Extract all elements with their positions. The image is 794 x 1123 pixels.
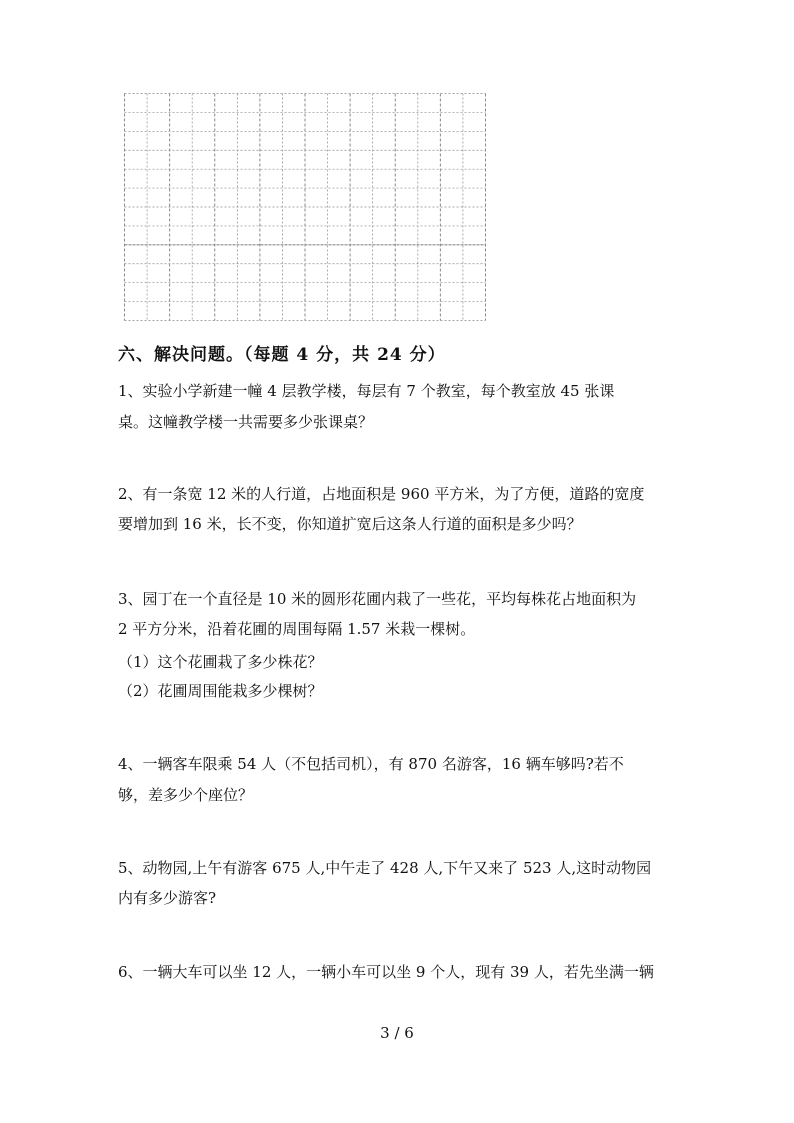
problem-2-line-1: 2、有一条宽 12 米的人行道，占地面积是 960 平方米，为了方便，道路的宽度 bbox=[118, 485, 645, 503]
page-number: 3 / 6 bbox=[380, 1024, 414, 1042]
problem-5-line-1: 5、动物园,上午有游客 675 人,中午走了 428 人,下午又来了 523 人,这时动物园 bbox=[118, 859, 652, 877]
problem-5-line-2: 内有多少游客? bbox=[118, 889, 217, 907]
dotted-grid-paper bbox=[124, 93, 486, 321]
problem-1-line-2: 桌。这幢教学楼一共需要多少张课桌？ bbox=[118, 413, 374, 431]
problem-3-line-2: 2 平方分米，沿着花圃的周围每隔 1.57 米栽一棵树。 bbox=[118, 620, 476, 638]
section-heading: 六、解决问题。（每题 4 分，共 24 分） bbox=[118, 345, 446, 365]
problem-4-line-1: 4、一辆客车限乘 54 人（不包括司机），有 870 名游客，16 辆车够吗?若不 bbox=[118, 755, 624, 773]
problem-3-line-1: 3、园丁在一个直径是 10 米的圆形花圃内栽了一些花，平均每株花占地面积为 bbox=[118, 590, 637, 608]
problem-3-sub-1: （1）这个花圃栽了多少株花？ bbox=[118, 653, 323, 671]
drawing-grid bbox=[124, 93, 486, 321]
problem-4-line-2: 够，差多少个座位？ bbox=[118, 786, 254, 804]
problem-2-line-2: 要增加到 16 米，长不变，你知道扩宽后这条人行道的面积是多少吗？ bbox=[118, 515, 582, 533]
problem-6-line-1: 6、一辆大车可以坐 12 人，一辆小车可以坐 9 个人，现有 39 人，若先坐满一辆 bbox=[118, 963, 654, 981]
problem-3-sub-2: （2）花圃周围能栽多少棵树？ bbox=[118, 682, 323, 700]
problem-1-line-1: 1、实验小学新建一幢 4 层教学楼，每层有 7 个教室，每个教室放 45 张课 bbox=[118, 382, 615, 400]
